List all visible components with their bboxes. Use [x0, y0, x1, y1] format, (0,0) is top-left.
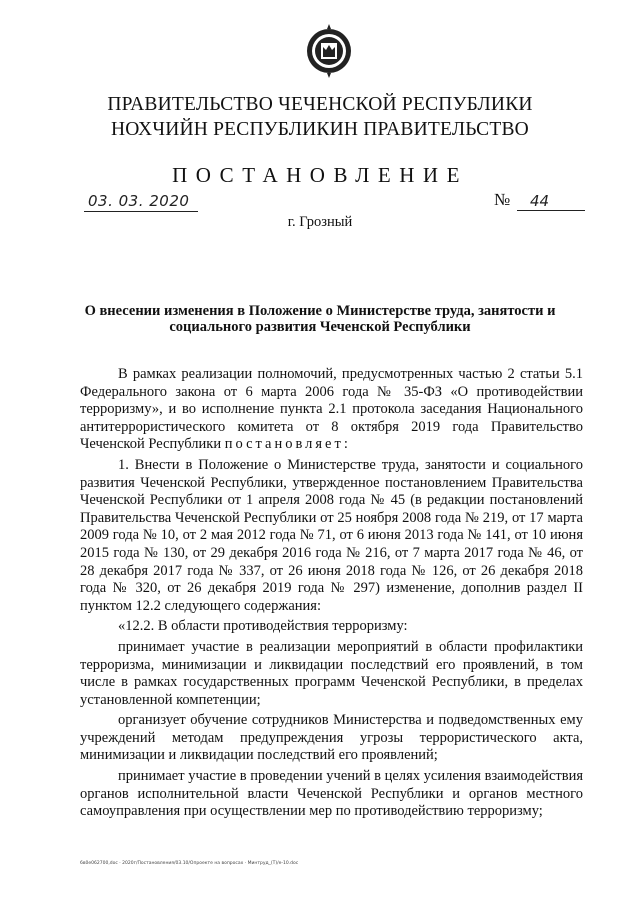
- file-path-footer: 6в0е062700,doc · 2020г/Постановления/03.10/Опроекте на вопросах · Минтруд_(Т)/е-10.doc: [80, 861, 299, 866]
- paragraph-item-1: 1. Внести в Положение о Министерстве труда, занятости и социального развития Чеченской Республики, утвержденное постановлением Правительства Чеченской Республики от 1 апреля 2008 года № 45 (в редакции постановлений Правительства Чеченской Республики от 25 ноября 2008 года № 219, от 17 марта 2009 года № 10, от 2 мая 2012 года № 71, от 6 июня 2013 года № 141, от 10 июня 2015 года № 130, от 29 декабря 2016 года № 216, от 7 марта 2017 года № 46, от 28 декабря 2017 года № 337, от 26 июня 2018 года № 126, от 26 декабря 2018 года № 320, от 26 декабря 2019 года № 297) изменение, дополнив раздел II пунктом 12.2 следующего содержания:: [80, 456, 583, 614]
- preamble-resolves: постановляет:: [224, 436, 351, 453]
- preamble-text: В рамках реализации полномочий, предусмотренных частью 2 статьи 5.1 Федерального закона от 6 марта 2006 года № 35-ФЗ «О противодействии терроризму», и во исполнение пункта 2.1 протокола заседания Национального антитеррористического комитета от 8 октября 2019 года Правительство Чеченской Республики: [80, 366, 583, 453]
- paragraph-training: организует обучение сотрудников Министерства и подведомственных ему учреждений методам предупреждения угрозы террористического акта, минимизации и ликвидации последствий его проявлений;: [80, 712, 583, 764]
- paragraph-section-12-2: «12.2. В области противодействия терроризму:: [118, 618, 408, 635]
- number-underline: [517, 210, 585, 211]
- decree-date: 03. 03. 2020: [88, 192, 190, 210]
- number-sign: №: [494, 190, 511, 209]
- paragraph-preamble: [80, 366, 583, 454]
- decree-number: 44: [530, 192, 550, 210]
- city: г. Грозный: [287, 214, 353, 230]
- paragraph-exercises: принимает участие в проведении учений в целях усиления взаимодействия органов исполнительной власти Чеченской Республики и органов местного самоуправления при осуществлении мер по противодействию терроризму;: [80, 768, 583, 820]
- decree-number-field: [494, 190, 586, 210]
- organization-name-chechen: НОХЧИЙН РЕСПУБЛИКИН ПРАВИТЕЛЬСТВО: [111, 119, 529, 140]
- document-type: ПОСТАНОВЛЕНИЕ: [172, 163, 468, 187]
- organization-name-russian: ПРАВИТЕЛЬСТВО ЧЕЧЕНСКОЙ РЕСПУБЛИКИ: [107, 94, 533, 115]
- paragraph-prevention: принимает участие в реализации мероприятий в области профилактики терроризма, минимизации и ликвидации последствий его проявлений, в том числе в рамках государственных программ Чеченской Республики, в пределах установленной компетенции;: [80, 638, 583, 708]
- document-title: О внесении изменения в Положение о Министерстве труда, занятости и социального развития Чеченской Республики: [84, 303, 556, 335]
- coat-of-arms-icon: [305, 20, 353, 82]
- document-body: [80, 366, 583, 821]
- decree-date-field: [84, 192, 198, 212]
